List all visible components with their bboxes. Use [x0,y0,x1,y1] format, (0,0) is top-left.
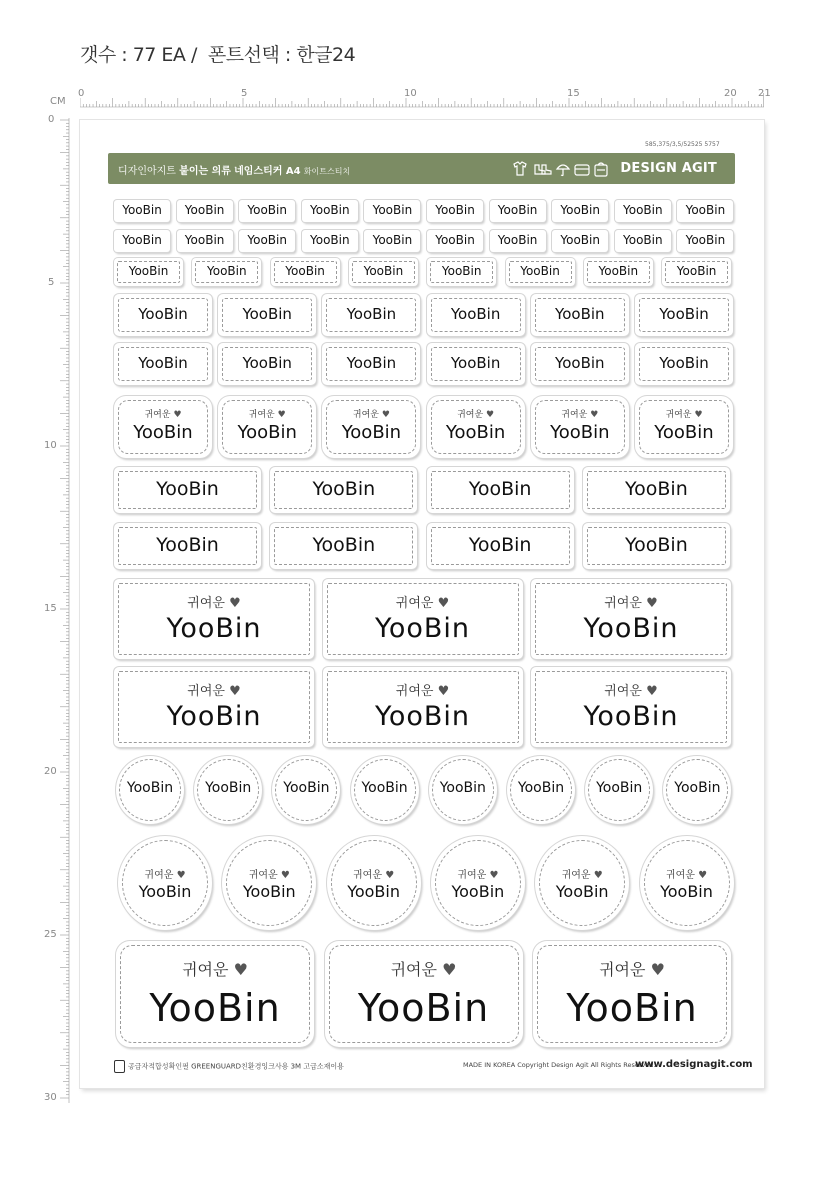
name-sticker [325,941,523,1047]
footer-certifications-text: 공급자적합성확인필 GREENGUARD친환경잉크사용 3M 고급소재이용 [128,1062,344,1071]
name-sticker [615,200,671,222]
sticker-name: YooBin [451,882,505,901]
cute-label-text: 귀여운 [599,960,651,979]
name-sticker [490,230,546,252]
name-sticker [364,200,420,222]
sticker-name: YooBin [435,233,475,247]
heart-icon: ♥ [489,870,499,881]
name-sticker [490,200,546,222]
sticker-name: YooBin [242,305,292,323]
sticker-name: YooBin [583,701,679,732]
name-sticker [427,294,525,336]
heart-icon: ♥ [173,410,182,420]
cute-label [323,680,523,699]
sticker-name: YooBin [583,613,679,644]
name-sticker [192,258,261,286]
name-sticker [552,200,608,222]
cute-label [323,592,523,611]
round-name-sticker [640,836,734,930]
name-sticker [114,467,261,513]
sticker-name: YooBin [555,305,605,323]
ruler-v-label: 5 [48,277,55,288]
name-sticker [427,343,525,385]
name-sticker [322,294,420,336]
name-sticker [677,230,733,252]
name-sticker [114,396,212,458]
name-sticker [114,294,212,336]
name-sticker [218,343,316,385]
sticker-name: YooBin [310,233,350,247]
sticker-name: YooBin [596,780,643,796]
sticker-name: YooBin [207,264,247,278]
cute-label-text: 귀여운 [561,870,594,881]
ruler-h-label: 15 [567,88,580,99]
ruler-h-label: 20 [724,88,737,99]
cute-label [322,407,420,420]
sticker-name: YooBin [242,882,296,901]
cute-label-text: 귀여운 [248,870,281,881]
product-code: 585,375/3,5/52525 5757 [645,141,720,148]
sticker-name: YooBin [357,986,490,1030]
banner-brand: 디자인아지트 [118,166,176,177]
sticker-name: YooBin [166,701,262,732]
round-name-sticker [663,756,731,824]
cute-label-text: 귀여운 [248,410,278,420]
sticker-name: YooBin [247,233,287,247]
name-sticker [114,343,212,385]
heart-icon: ♥ [590,410,599,420]
name-sticker [427,258,496,286]
order-summary: 갯수 : 77 EA / 폰트선택 : 한글24 [80,44,356,66]
name-sticker [323,579,523,659]
banner-variant: 화이트스티치 [303,167,351,176]
sticker-name: YooBin [122,203,162,217]
sticker-name: YooBin [625,478,688,500]
footer-website: www.designagit.com [635,1059,753,1070]
ruler-v-label: 15 [44,603,57,614]
cute-label [118,866,212,881]
name-sticker [531,294,629,336]
round-name-sticker [431,836,525,930]
cute-label-text: 귀여운 [353,870,386,881]
sticker-name: YooBin [156,478,219,500]
sticker-name: YooBin [676,264,717,278]
heart-icon: ♥ [593,870,603,881]
heart-icon: ♥ [650,960,665,979]
ruler-h-label: 0 [78,88,85,99]
name-sticker [531,667,731,747]
name-sticker [218,294,316,336]
cute-label [533,957,731,980]
banner-title [118,162,350,177]
round-name-sticker [118,836,212,930]
cute-label-text: 귀여운 [604,684,647,699]
ruler-h-label: 5 [241,88,248,99]
name-sticker [239,230,295,252]
ruler-v-label: 30 [44,1092,57,1103]
sticker-name: YooBin [623,203,663,217]
name-sticker [302,200,358,222]
heart-icon: ♥ [385,870,395,881]
sticker-name: YooBin [468,478,532,500]
name-sticker [349,258,418,286]
sticker-name: YooBin [654,422,714,443]
ruler-v-label: 0 [48,114,55,125]
cute-label-text: 귀여운 [457,870,490,881]
cute-label-text: 귀여운 [352,410,382,420]
name-sticker [531,579,731,659]
name-sticker [635,343,733,385]
sticker-name: YooBin [347,882,400,901]
sticker-name: YooBin [341,422,402,443]
cute-label [218,407,316,420]
name-sticker [427,230,483,252]
cute-label [531,592,731,611]
name-sticker [114,667,314,747]
sticker-name: YooBin [283,780,330,796]
sticker-name: YooBin [625,534,688,556]
round-name-sticker [194,756,262,824]
sticker-name: YooBin [468,534,532,556]
sticker-name: YooBin [550,422,610,443]
heart-icon: ♥ [646,684,658,699]
sticker-name: YooBin [149,986,281,1030]
sticker-name: YooBin [138,305,188,323]
sticker-name: YooBin [685,203,726,217]
heart-icon: ♥ [381,410,390,420]
name-sticker [323,667,523,747]
sticker-name: YooBin [138,882,192,901]
cute-label [531,680,731,699]
cute-label-text: 귀여운 [187,684,230,699]
cute-label [114,680,314,699]
name-sticker [427,396,525,458]
round-name-sticker [351,756,419,824]
sticker-name: YooBin [126,780,174,796]
name-sticker [271,258,340,286]
name-sticker [583,467,730,513]
cute-label-text: 귀여운 [390,960,443,979]
sticker-name: YooBin [659,305,709,323]
cute-label-text: 귀여운 [665,410,695,420]
cute-label-text: 귀여운 [457,410,487,420]
cute-label-text: 귀여운 [561,410,591,420]
sticker-name: YooBin [560,203,600,217]
sticker-name: YooBin [346,354,397,372]
umbrella-icon [557,165,569,176]
sticker-name: YooBin [520,264,560,278]
name-sticker [662,258,731,286]
bag-icon [595,163,607,176]
cute-label-text: 귀여운 [395,596,438,611]
heart-icon: ♥ [176,870,186,881]
tshirt-icon [514,162,526,175]
cute-label [427,407,525,420]
name-sticker [531,343,629,385]
round-name-sticker [272,756,340,824]
name-sticker [270,523,417,569]
ruler-v-label: 20 [44,766,57,777]
name-sticker [218,396,316,458]
footer-certifications [114,1060,344,1073]
name-sticker [427,523,574,569]
lunchbox-icon [575,165,589,175]
sticker-name: YooBin [363,264,404,278]
cute-label-text: 귀여운 [395,684,438,699]
name-sticker [114,258,183,286]
brand-logo: DESIGN AGIT [620,161,717,176]
cute-label-text: 귀여운 [144,410,174,420]
sticker-name: YooBin [128,264,169,278]
heart-icon: ♥ [437,684,450,699]
sticker-name: YooBin [623,233,663,247]
sticker-name: YooBin [133,422,193,443]
name-sticker [635,294,733,336]
sticker-name: YooBin [166,613,262,644]
horizontal-ruler [80,88,764,108]
round-name-sticker [327,836,421,930]
sticker-name: YooBin [439,780,486,796]
heart-icon: ♥ [437,596,450,611]
sticker-name: YooBin [555,882,609,901]
name-sticker [635,396,733,458]
banner-product: 붙이는 의류 [179,166,231,177]
round-name-sticker [222,836,316,930]
cute-label [327,866,421,881]
sticker-name: YooBin [441,264,482,278]
cute-label [635,407,733,420]
sticker-name: YooBin [237,422,297,443]
sticker-name: YooBin [205,780,252,796]
heart-icon: ♥ [233,960,248,979]
sticker-name: YooBin [346,305,397,323]
sticker-name: YooBin [247,203,287,217]
cute-label-text: 귀여운 [182,960,234,979]
round-name-sticker [116,756,184,824]
cute-label [114,407,212,420]
round-name-sticker [429,756,497,824]
name-sticker [584,258,653,286]
sticker-name: YooBin [372,233,413,247]
name-sticker [552,230,608,252]
cute-label [531,407,629,420]
sticker-name: YooBin [312,534,376,556]
kc-certification-icon [114,1060,125,1073]
sticker-name: YooBin [184,203,225,217]
sticker-name: YooBin [450,354,501,372]
sticker-name: YooBin [138,354,188,372]
cute-label-text: 귀여운 [144,870,177,881]
name-sticker [531,396,629,458]
name-sticker [506,258,575,286]
ruler-v-label: 25 [44,929,57,940]
name-sticker [114,230,170,252]
sticker-name: YooBin [497,233,538,247]
sticker-name: YooBin [242,354,292,372]
cute-label-text: 귀여운 [604,596,647,611]
cute-label [431,866,525,881]
name-sticker [270,467,417,513]
sticker-name: YooBin [310,203,350,217]
heart-icon: ♥ [442,960,457,979]
ruler-v-label: 10 [44,440,57,451]
heart-icon: ♥ [646,596,658,611]
sticker-name: YooBin [184,233,225,247]
name-sticker [116,941,314,1047]
sticker-name: YooBin [659,354,709,372]
name-sticker [239,200,295,222]
ruler-h-label: 10 [404,88,417,99]
sticker-name: YooBin [517,780,565,796]
shoes-icon [535,165,551,174]
cute-label [116,957,314,980]
name-sticker [177,200,233,222]
footer-copyright: MADE IN KOREA Copyright Design Agit All Rights Reserved. [463,1061,656,1069]
heart-icon: ♥ [694,410,703,420]
cute-label [325,957,523,980]
name-sticker [427,467,574,513]
sticker-name: YooBin [685,233,726,247]
cute-label [535,866,629,881]
name-sticker [322,343,420,385]
sticker-name: YooBin [555,354,605,372]
name-sticker [322,396,420,458]
name-sticker [583,523,730,569]
banner-type: 네임스티커 A4 [234,166,301,177]
sticker-name: YooBin [674,780,721,796]
round-name-sticker [585,756,653,824]
sticker-name: YooBin [156,534,219,556]
name-sticker [677,200,733,222]
cute-label [222,866,316,881]
sticker-name: YooBin [312,478,376,500]
round-name-sticker [535,836,629,930]
name-sticker [364,230,420,252]
ruler-unit-label: CM [50,96,66,107]
sticker-name: YooBin [560,233,600,247]
sticker-name: YooBin [374,613,471,644]
sticker-name: YooBin [450,305,501,323]
heart-icon: ♥ [698,870,708,881]
sticker-name: YooBin [122,233,162,247]
sticker-name: YooBin [361,780,408,796]
ruler-h-label: 21 [758,88,771,99]
name-sticker [114,523,261,569]
name-sticker [114,579,314,659]
sticker-name: YooBin [660,882,713,901]
sticker-name: YooBin [372,203,413,217]
product-banner [108,153,735,184]
name-sticker [533,941,731,1047]
heart-icon: ♥ [277,410,286,420]
heart-icon: ♥ [280,870,290,881]
name-sticker [302,230,358,252]
cute-label [114,592,314,611]
sticker-name: YooBin [497,203,538,217]
name-sticker [114,200,170,222]
sticker-name: YooBin [445,422,506,443]
sticker-name: YooBin [598,264,639,278]
cute-label-text: 귀여운 [665,870,699,881]
cute-label [640,866,734,881]
heart-icon: ♥ [229,684,241,699]
name-sticker [177,230,233,252]
name-sticker [615,230,671,252]
sticker-name: YooBin [285,264,325,278]
heart-icon: ♥ [229,596,241,611]
sticker-name: YooBin [435,203,475,217]
clothing-icons [511,160,627,178]
heart-icon: ♥ [486,410,495,420]
sticker-name: YooBin [374,701,471,732]
name-sticker [427,200,483,222]
cute-label-text: 귀여운 [187,596,230,611]
round-name-sticker [507,756,575,824]
sticker-name: YooBin [566,986,698,1030]
